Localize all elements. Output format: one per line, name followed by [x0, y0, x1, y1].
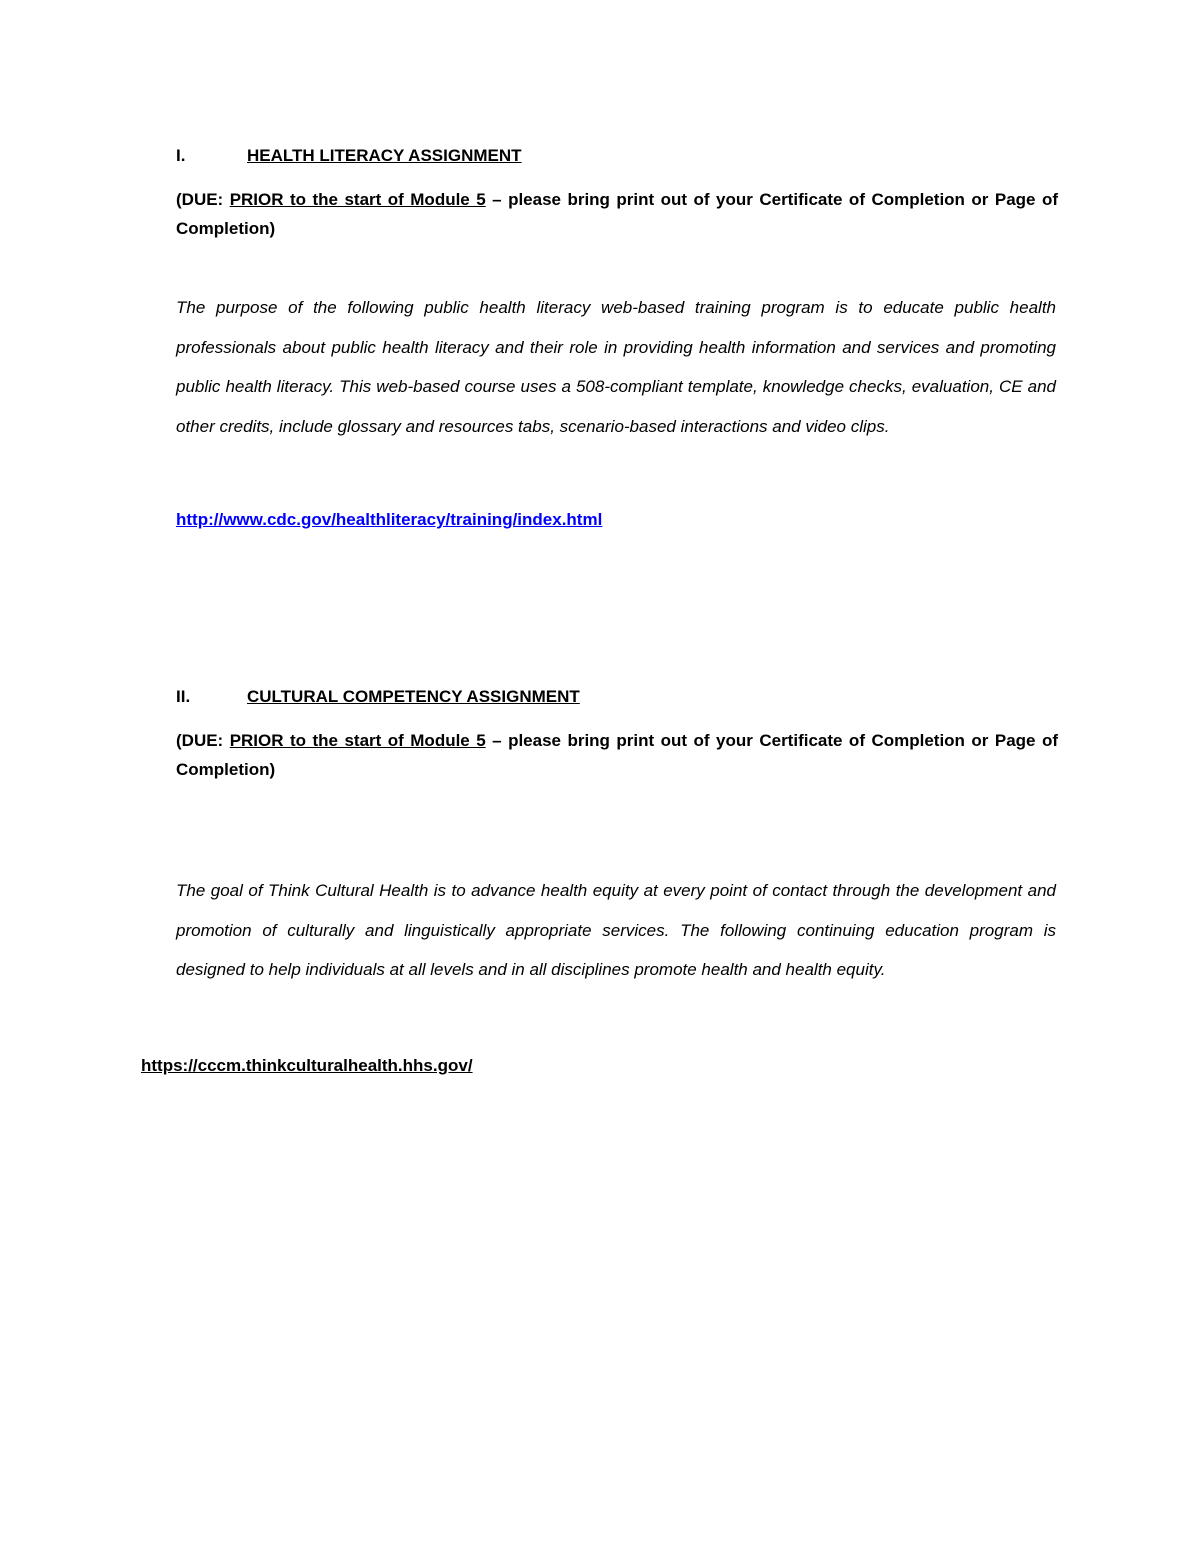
section-1-numeral: I. [176, 146, 186, 165]
section-1-due-rest: – please bring print out of your Certificate of Completion or Page of Completion) [176, 190, 1058, 238]
section-1-link[interactable]: http://www.cdc.gov/healthliteracy/training/index.html [176, 510, 603, 529]
section-2-due-rest: – please bring print out of your Certificate of Completion or Page of Completion) [176, 731, 1058, 779]
section-1-due-underlined: PRIOR to the start of Module 5 [229, 190, 486, 209]
section-2-due-note [176, 726, 1058, 784]
section-2-numeral: II. [176, 687, 191, 706]
section-1-due-open: (DUE: [176, 190, 230, 209]
section-2-due-open: (DUE: [176, 731, 230, 750]
section-1-due-note [176, 185, 1058, 243]
section-2-description: The goal of Think Cultural Health is to advance health equity at every point of contact through the development and promotion of culturally and linguistically appropriate services. The following continuing education program is designed to help individuals at all levels and in all disciplines promote health and health equity. [176, 881, 1056, 979]
section-2-due-underlined: PRIOR to the start of Module 5 [229, 731, 486, 750]
section-2-title: CULTURAL COMPETENCY ASSIGNMENT [247, 687, 580, 706]
section-1-description: The purpose of the following public health literacy web-based training program is to educate public health professionals about public health literacy and their role in providing health information and services and promoting public health literacy. This web-based course uses a 508-compliant template, knowledge checks, evaluation, CE and other credits, include glossary and resources tabs, scenario-based interactions and video clips. [176, 298, 1056, 436]
section-1-title: HEALTH LITERACY ASSIGNMENT [247, 146, 522, 165]
section-2-link[interactable]: https://cccm.thinkculturalhealth.hhs.gov/ [141, 1056, 473, 1075]
